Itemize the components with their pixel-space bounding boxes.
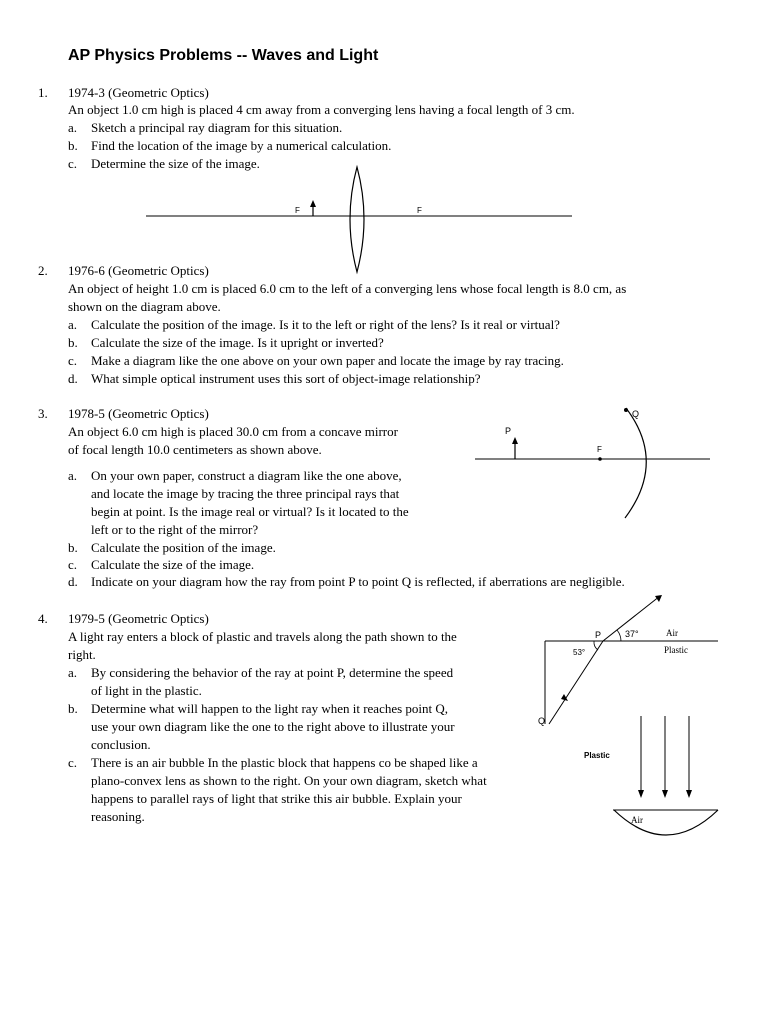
angle-arc-top	[617, 630, 621, 641]
focal-point-label: F	[597, 445, 602, 454]
problem-3-part-a-line: left or to the right of the mirror?	[91, 522, 259, 537]
problem-3-intro-line: of focal length 10.0 centimeters as shown above.	[68, 442, 322, 457]
bubble-plastic-label: Plastic	[584, 751, 610, 760]
problem-3-part-a-line: begin at point. Is the image real or virtual? Is it located to the	[91, 504, 409, 519]
point-q-dot	[624, 408, 628, 412]
point-p-label: P	[505, 426, 512, 436]
concave-mirror-diagram	[475, 408, 710, 518]
problem-4-part-c-line: reasoning.	[91, 809, 145, 824]
problem-3-part-a-line: and locate the image by tracing the three principal rays that	[91, 486, 400, 501]
problem-1-part-c-text: Determine the size of the image.	[91, 156, 260, 171]
part-label: b.	[68, 138, 78, 153]
problem-1-part-a-text: Sketch a principal ray diagram for this situation.	[91, 120, 343, 135]
problem-2-part-c-text: Make a diagram like the one above on your own paper and locate the image by ray tracing.	[91, 353, 564, 368]
object-arrowhead	[310, 200, 316, 207]
problem-1-intro-line: An object 1.0 cm high is placed 4 cm away from a converging lens having a focal length of 3 cm.	[68, 102, 575, 117]
air-label: Air	[666, 628, 678, 638]
problem-4-part-a-line: of light in the plastic.	[91, 683, 202, 698]
problem-2-heading: 1976-6 (Geometric Optics)	[68, 263, 209, 278]
part-label: a.	[68, 317, 78, 332]
problem-3-part-a-line: On your own paper, construct a diagram like the one above,	[91, 468, 402, 483]
angle-53-label: 53°	[573, 648, 586, 657]
part-label: a.	[68, 120, 78, 135]
problem-4-part-c-line: happens to parallel rays of light that strike this air bubble. Explain your	[91, 791, 462, 806]
problem-1-heading: 1974-3 (Geometric Optics)	[68, 85, 209, 100]
problem-4-intro-line: right.	[68, 647, 96, 662]
problem-4-part-b-line: conclusion.	[91, 737, 151, 752]
converging-lens	[350, 167, 364, 272]
refraction-diagram	[538, 595, 718, 726]
object-arrowhead	[512, 437, 518, 444]
problem-2-intro-line: An object of height 1.0 cm is placed 6.0 cm to the left of a converging lens whose focal length is 8.0 cm, as	[68, 281, 627, 296]
problem-4-part-b-line: Determine what will happen to the light ray when it reaches point Q,	[91, 701, 449, 716]
focal-point-left-label: F	[295, 206, 300, 215]
problem-2-part-d-text: What simple optical instrument uses this sort of object-image relationship?	[91, 371, 481, 386]
parallel-ray-1-arrowhead	[638, 790, 644, 798]
parallel-ray-2-arrowhead	[662, 790, 668, 798]
part-label: d.	[68, 574, 78, 589]
problem-3-part-c-text: Calculate the size of the image.	[91, 557, 255, 572]
problem-3-intro-line: An object 6.0 cm high is placed 30.0 cm from a concave mirror	[68, 424, 398, 439]
part-label: a.	[68, 665, 78, 680]
problem-4-part-a-line: By considering the behavior of the ray at point P, determine the speed	[91, 665, 454, 680]
problem-4-heading: 1979-5 (Geometric Optics)	[68, 611, 209, 626]
problem-4-intro-line: A light ray enters a block of plastic and travels along the path shown to the	[68, 629, 457, 644]
concave-mirror	[625, 408, 646, 518]
page-title: AP Physics Problems -- Waves and Light	[68, 47, 379, 64]
problem-4-part-c-line: There is an air bubble In the plastic block that happens co be shaped like a	[91, 755, 478, 770]
problem-3-part-b-text: Calculate the position of the image.	[91, 540, 276, 555]
problem-3-heading: 1978-5 (Geometric Optics)	[68, 406, 209, 421]
plastic-label: Plastic	[664, 645, 688, 655]
angle-37-label: 37°	[625, 629, 639, 639]
lens-diagram	[146, 167, 572, 272]
parallel-ray-3-arrowhead	[686, 790, 692, 798]
problem-4-number: 4.	[38, 611, 48, 626]
part-label: b.	[68, 335, 78, 350]
problem-1-part-b-text: Find the location of the image by a numerical calculation.	[91, 138, 392, 153]
problem-3-number: 3.	[38, 406, 48, 421]
part-label: d.	[68, 371, 78, 386]
point-q-label: Q	[632, 409, 640, 419]
point-p-label: P	[595, 630, 602, 640]
focal-point	[598, 457, 602, 461]
part-label: c.	[68, 353, 78, 368]
part-label: c.	[68, 755, 78, 770]
problem-1-number: 1.	[38, 85, 48, 100]
problem-2-part-a-text: Calculate the position of the image. Is it to the left or right of the lens? Is it real or virtual?	[91, 317, 560, 332]
part-label: b.	[68, 540, 78, 555]
problem-2-intro-line: shown on the diagram above.	[68, 299, 221, 314]
bubble-convex-side	[614, 810, 718, 835]
point-q-label: Q	[538, 716, 546, 726]
focal-point-right-label: F	[417, 206, 422, 215]
part-label: a.	[68, 468, 78, 483]
part-label: b.	[68, 701, 78, 716]
problem-2-part-b-text: Calculate the size of the image. Is it upright or inverted?	[91, 335, 384, 350]
part-label: c.	[68, 156, 78, 171]
problem-4-part-c-line: plano-convex lens as shown to the right. On your own diagram, sketch what	[91, 773, 487, 788]
problem-2-number: 2.	[38, 263, 48, 278]
bubble-air-label: Air	[631, 815, 643, 825]
problem-3-part-d-text: Indicate on your diagram how the ray from point P to point Q is reflected, if aberrations are negligible.	[91, 574, 625, 589]
part-label: c.	[68, 557, 78, 572]
air-bubble-diagram	[584, 716, 718, 835]
refracted-ray-arrowhead	[561, 694, 568, 701]
angle-arc-inside	[594, 641, 598, 650]
problem-4-part-b-line: use your own diagram like the one to the right above to illustrate your	[91, 719, 455, 734]
